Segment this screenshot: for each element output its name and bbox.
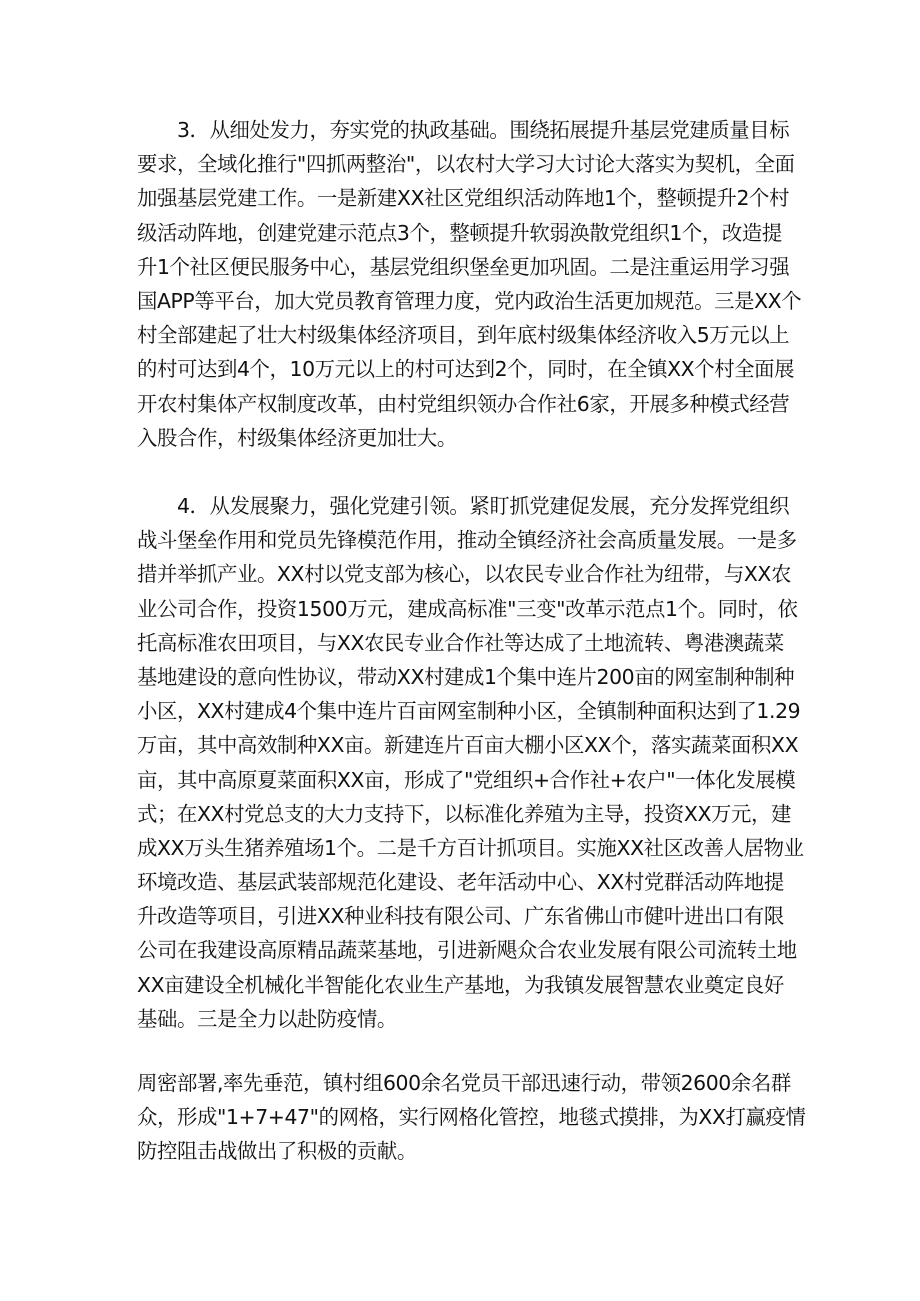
text-line: 的村可达到4个，10万元以上的村可达到2个，同时，在全镇XX个村全面展 [137,357,795,382]
text-line: 周密部署,率先垂范，镇村组600余名党员干部迅速行动，带领2600余名群 [137,1071,791,1095]
paragraph-3 [137,113,802,455]
text-line: 开农村集体产权制度改革，由村党组织领办合作社6家，开展多种模式经营 [137,391,790,416]
text-line: 环境改造、基层武装部规范化建设、老年活动中心、XX村党群活动阵地提 [137,870,784,895]
paragraph-continuation [137,1066,806,1169]
text-line: 公司在我建设高原精品蔬菜基地，引进新飓众合农业发展有限公司流转土地 [137,938,797,963]
text-line: 基地建设的意向性协议，带动XX村建成1个集中连片200亩的网室制种制种 [137,664,795,689]
text-line: 万亩，其中高效制种XX亩。新建连片百亩大棚小区XX个，落实蔬菜面积XX [137,733,799,758]
text-line: 基础。三是全力以赴防疫情。 [137,1006,397,1031]
text-line: 3．从细处发力，夯实党的执政基础。围绕拓展提升基层党建质量目标 [137,118,790,142]
text-line: 小区，XX村建成4个集中连片百亩网室制种小区，全镇制种面积达到了1.29 [137,699,801,724]
text-line: XX亩建设全机械化半智能化农业生产基地，为我镇发展智慧农业奠定良好 [137,972,784,997]
text-line: 要求，全域化推行"四抓两整治"，以农村大学习大讨论大落实为契机，全面 [137,152,795,177]
text-line: 业公司合作，投资1500万元，建成高标准"三变"改革示范点1个。同时，依 [137,596,798,621]
text-line: 成XX万头生猪养殖场1个。二是千方百计抓项目。实施XX社区改善人居物业 [137,835,804,860]
text-line: 战斗堡垒作用和党员先锋模范作用，推动全镇经济社会高质量发展。一是多 [137,528,797,553]
text-line: 国APP等平台，加大党员教育管理力度，党内政治生活更加规范。三是XX个 [137,288,802,313]
text-line: 托高标准农田项目，与XX农民专业合作社等达成了土地流转、粤港澳蔬菜 [137,630,784,655]
text-line: 村全部建起了壮大村级集体经济项目，到年底村级集体经济收入5万元以上 [137,323,790,348]
text-line: 众，形成"1+7+47"的网格，实行网格化管控，地毯式摸排，为XX打赢疫情 [137,1105,806,1130]
text-line: 4．从发展聚力，强化党建引领。紧盯抓党建促发展，充分发挥党组织 [137,494,790,518]
text-line: 级活动阵地，创建党建示范点3个，整顿提升软弱涣散党组织1个，改造提 [137,220,782,245]
text-line: 升改造等项目，引进XX种业科技有限公司、广东省佛山市健叶进出口有限 [137,904,784,929]
text-line: 加强基层党建工作。一是新建XX社区党组织活动阵地1个，整顿提升2个村 [137,186,789,211]
text-line: 亩，其中高原夏菜面积XX亩，形成了"党组织+合作社+农户"一体化发展模 [137,767,796,792]
text-line: 措并举抓产业。XX村以党支部为核心，以农民专业合作社为纽带，与XX农 [137,562,791,587]
text-line: 式；在XX村党总支的大力支持下，以标准化养殖为主导，投资XX万元，建 [137,801,791,826]
text-line: 防控阻击战做出了积极的贡献。 [137,1139,417,1164]
paragraph-4 [137,489,804,1036]
text-line: 入股合作，村级集体经济更加壮大。 [137,425,457,450]
text-line: 升1个社区便民服务中心，基层党组织堡垒更加巩固。二是注重运用学习强 [137,254,790,279]
